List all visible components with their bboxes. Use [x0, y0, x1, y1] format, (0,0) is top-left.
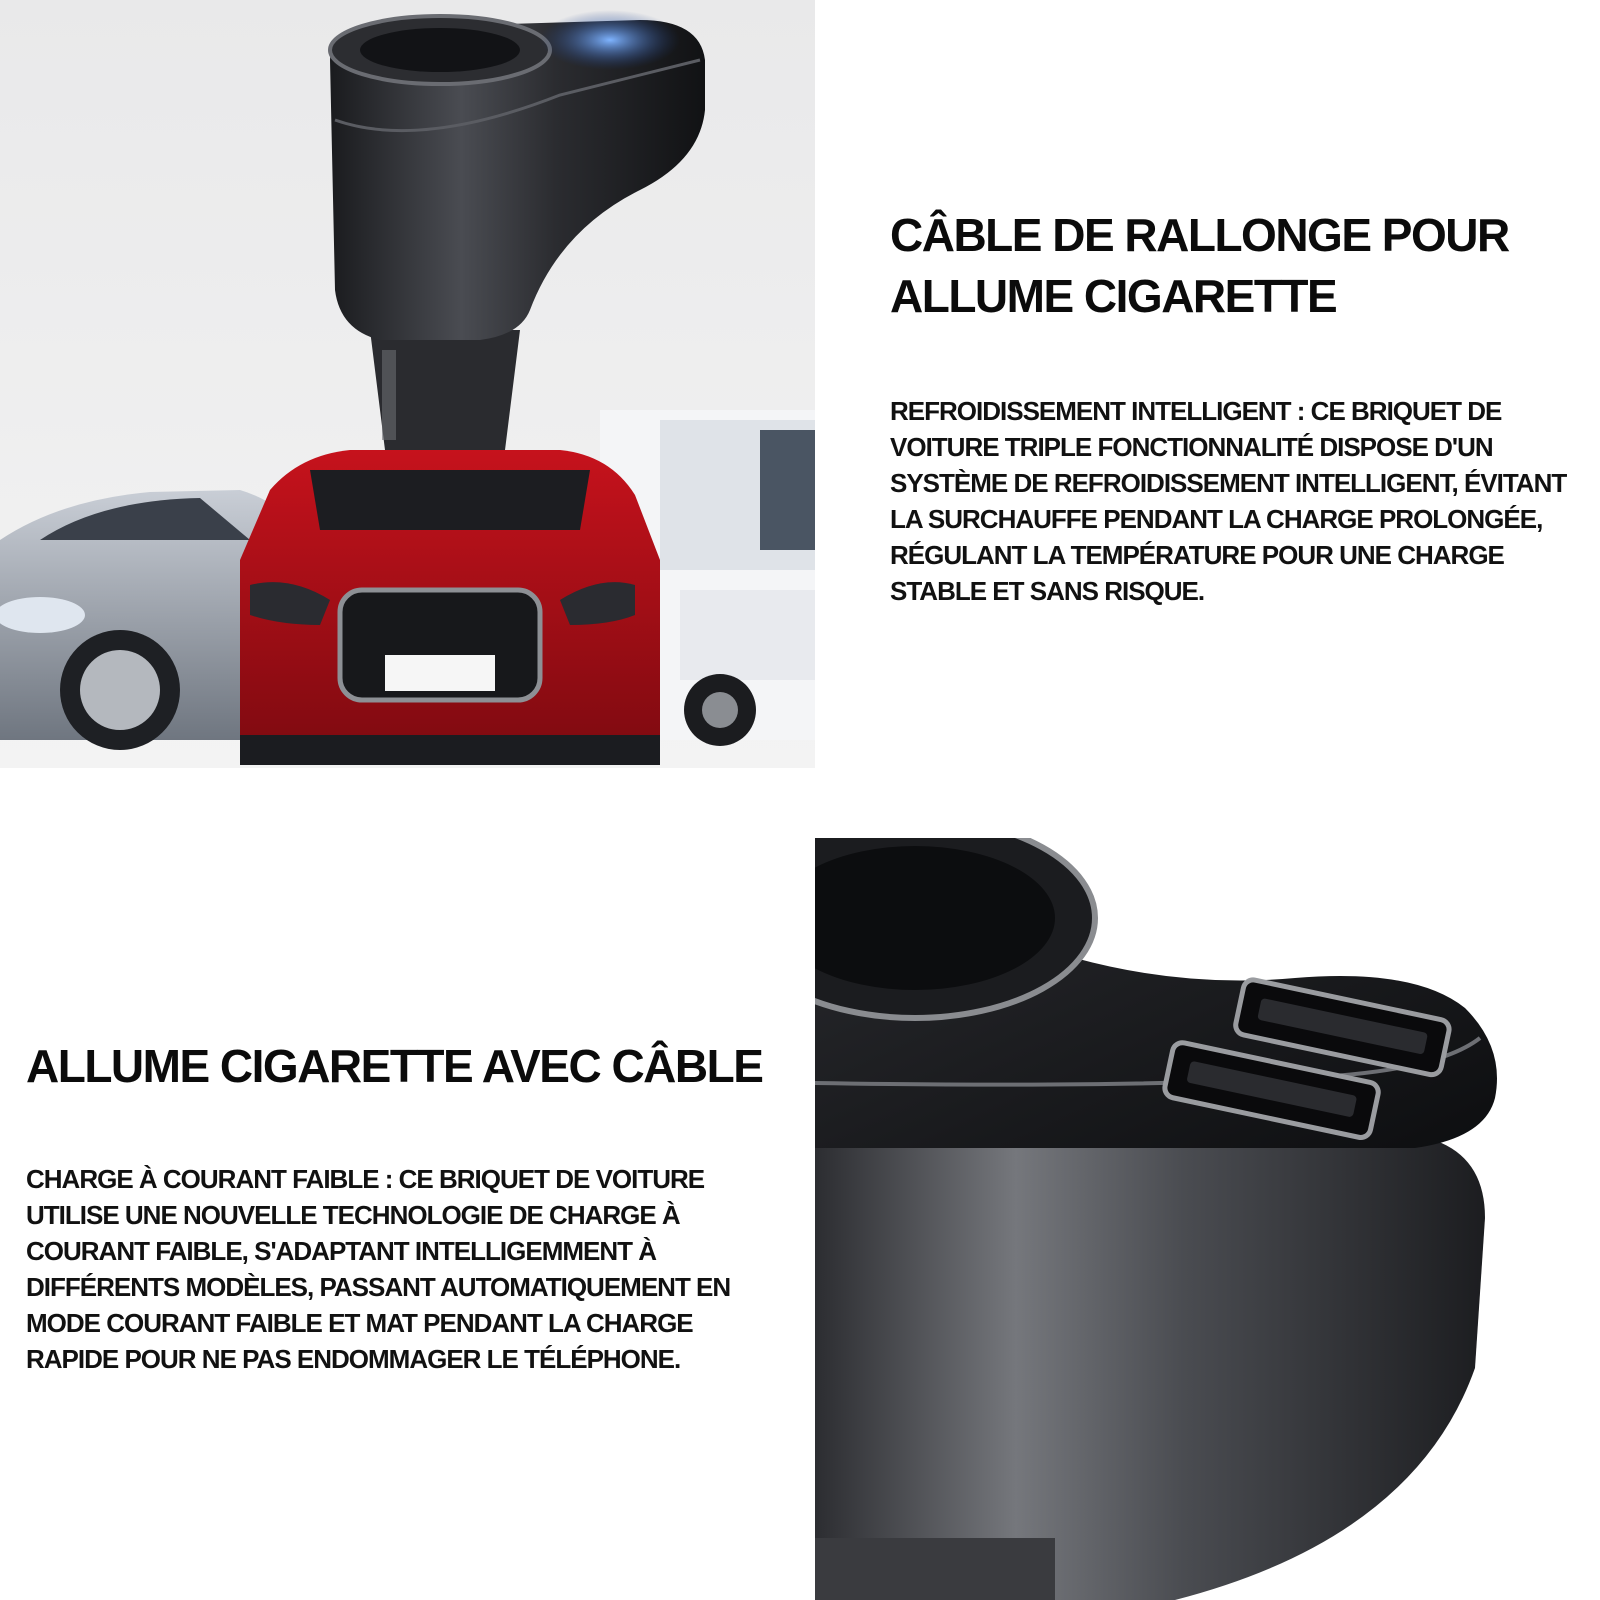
section1-body: REFROIDISSEMENT INTELLIGENT : CE BRIQUET DE VOITURE TRIPLE FONCTIONNALITÉ DISPOSE D'UN SYSTÈME DE REFROIDISSEMENT INTELLIGENT, ÉVITANT LA SURCHAUFFE PENDANT LA CHARGE PROLONGÉE, RÉGULANT LA TEMPÉRATURE POUR UNE CHARGE STABLE ET SANS RISQUE. — [890, 396, 1567, 606]
section2-body: CHARGE À COURANT FAIBLE : CE BRIQUET DE VOITURE UTILISE UNE NOUVELLE TECHNOLOGIE DE CHARGE À COURANT FAIBLE, S'ADAPTANT INTELLIGEMMENT À DIFFÉRENTS MODÈLES, PASSANT AUTOMATIQUEMENT EN MODE COURANT FAIBLE ET MAT PENDANT LA CHARGE RAPIDE POUR NE PAS ENDOMMAGER LE TÉLÉPHONE. — [26, 1164, 731, 1374]
section2-text — [26, 1036, 786, 1377]
charger-vehicles-photo — [0, 0, 815, 768]
section1-heading: CÂBLE DE RALLONGE POUR ALLUME CIGARETTE — [890, 209, 1509, 322]
section2-heading: ALLUME CIGARETTE AVEC CÂBLE — [26, 1040, 763, 1092]
charger-closeup-photo — [815, 838, 1600, 1600]
section1-text — [890, 205, 1570, 609]
